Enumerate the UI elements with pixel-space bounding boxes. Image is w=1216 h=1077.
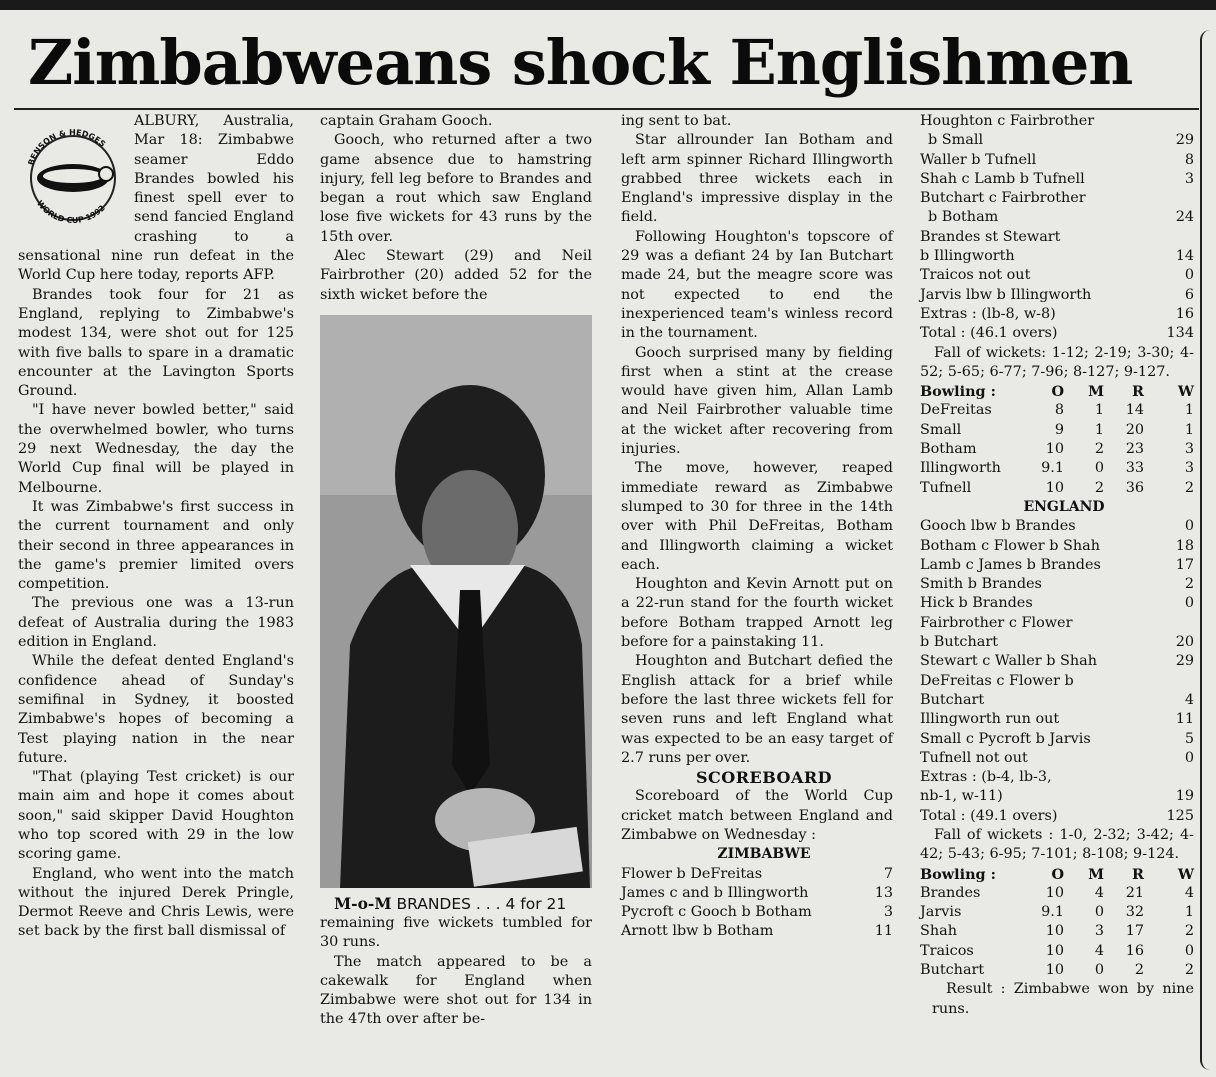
caption-text: BRANDES . . . 4 for 21 [391,894,567,913]
batting-row: b Small 29 [928,132,1194,149]
paragraph: "I have never bowled better," said the overwhelmed bowler, who turns 29 next Wednesday, the day the World Cup final will be played in Melbourne. [18,402,294,496]
logo-text-top: BENSON & HEDGES [26,127,108,167]
total-row: Total : (49.1 overs) 125 [920,807,1194,824]
paragraph: Brandes took four for 21 as England, replying to Zimbabwe's modest 134, were shot out for 125 with five balls to spare in a dramatic encounter at the Lavington Sports Ground. [18,286,294,400]
bowling-row: Traicos 10 4 16 0 [920,942,1194,959]
paragraph: Gooch, who returned after a two game absence due to hamstring injury, fell leg before to Brandes and began a rout which saw England lose five wickets for 43 runs by the 15th over. [320,132,592,245]
scoreboard-column [920,112,1194,1019]
fall-of-wickets: Fall of wickets: 1-12; 2-19; 3-30; 4-52; 5-65; 6-77; 7-96; 8-127; 9-127. [920,344,1194,380]
photo-image [320,315,592,888]
team-label-zimbabwe: ZIMBABWE [717,846,811,863]
svg-text:WORLD CUP 1992 [35,199,107,225]
brandes-photo [320,315,592,888]
photo-caption [320,894,592,914]
bowling-header: Bowling : O M R W [920,383,1194,401]
paragraph: While the defeat dented England's confidence ahead of Sunday's semifinal in Sydney, it boosted Zimbabwe's hopes of becoming a Test playing nation in the near future. [18,653,294,766]
paragraph: England, who went into the match without the injured Derek Pringle, Dermot Reeve and Chris Lewis, were set back by the first ball dismissal of [18,865,294,940]
scoreboard-intro: Scoreboard of the World Cup cricket match between England and Zimbabwe on Wednesday : [621,788,893,843]
batting-row: Butchart c Fairbrother [920,190,1086,207]
batting-row: Arnott lbw b Botham 11 [621,923,893,940]
top-border [0,0,1216,10]
bowling-header: Bowling : O M R W [920,865,1194,883]
batting-row: Small c Pycroft b Jarvis 5 [920,730,1194,747]
article-column-3 [621,112,893,942]
batting-row: Stewart c Waller b Shah 29 [920,653,1194,670]
batting-row: Waller b Tufnell 8 [920,151,1194,168]
batting-row: James c and b Illingworth 13 [621,884,893,901]
batting-row: Jarvis lbw b Illingworth 6 [920,286,1194,303]
article-column-1 [18,112,294,942]
paragraph: ALBURY, Australia, Mar 18: Zimbabwe seamer Eddo Brandes bowled his finest spell ever to send fancied England crashing to a sensational nine run defeat in the World Cup here today, reports AFP. [18,113,294,284]
batting-row: Hick b Brandes 0 [920,595,1194,612]
world-cup-logo-icon [18,116,128,228]
paragraph: Gooch surprised many by fielding first when a stint at the crease would have given him, Allan Lamb and Neil Fairbrother valuable time at the wicket after recovering from injuries. [621,344,893,458]
bowling-row: Shah 10 3 17 2 [920,923,1194,940]
logo-text-bottom: WORLD CUP 1992 [34,198,107,226]
paragraph: Houghton and Butchart defied the English attack for a brief while before the last three wickets fell for seven runs and left England what was expected to be an easy target of 2.7 runs per over. [621,653,893,766]
paragraph: Following Houghton's topscore of 29 was a defiant 24 by Ian Butchart made 24, but the meagre score was not expected to end the inexperienced team's winless record in the tournament. [621,228,893,342]
extras-row: nb-1, w-11) 19 [920,788,1194,805]
batting-row: Flower b DeFreitas 7 [621,865,893,882]
bowling-row: Butchart 10 0 2 2 [920,962,1194,979]
batting-row: Illingworth run out 11 [920,711,1194,728]
scoreboard-title: SCOREBOARD [695,768,833,788]
bowling-row: DeFreitas 8 1 14 1 [920,402,1194,419]
paragraph: remaining five wickets tumbled for 30 runs. [320,914,592,951]
batting-row: Gooch lbw b Brandes 0 [920,518,1194,535]
fall-of-wickets: Fall of wickets : 1-0, 2-32; 3-42; 4-42; 5-43; 6-95; 7-101; 8-108; 9-124. [920,826,1194,863]
paragraph: ing sent to bat. [621,113,732,129]
batting-row: b Botham 24 [928,209,1194,226]
batting-row: Tufnell not out 0 [920,749,1194,766]
batting-row: Traicos not out 0 [920,267,1194,284]
paragraph: "That (playing Test cricket) is our main aim and hope it comes about soon," said skipper David Houghton who top scored with 29 in the low scoring game. [18,769,294,863]
total-row: Total : (46.1 overs) 134 [920,325,1194,342]
headline-rule [14,108,1199,110]
bowling-row: Small 9 1 20 1 [920,421,1194,438]
batting-row: Fairbrother c Flower [920,614,1073,631]
caption-bold: M-o-M [334,893,392,913]
batting-row: b Illingworth 14 [920,248,1194,265]
batting-row: Houghton c Fairbrother [920,113,1095,129]
batting-row: Pycroft c Gooch b Botham 3 [621,904,893,921]
paragraph: It was Zimbabwe's first success in the current tournament and only their second in three appearances in the game's premier limited overs competition. [18,498,294,593]
extras-row: Extras : (b-4, lb-3, [920,769,1052,786]
batting-row: Smith b Brandes 2 [920,576,1194,593]
paragraph: The move, however, reaped immediate reward as Zimbabwe slumped to 30 for three in the 14th over with Phil DeFreitas, Botham and Illingworth claiming a wicket each. [621,460,893,573]
paragraph: The previous one was a 13-run defeat of Australia during the 1983 edition in England. [18,595,294,651]
svg-text:BENSON & HEDGES [27,128,108,166]
match-result: Result : Zimbabwe won by nine runs. [932,981,1194,1017]
batting-row: Butchart 4 [920,691,1194,708]
team-label-england: ENGLAND [1023,498,1105,515]
paragraph: Star allrounder Ian Botham and left arm spinner Richard Illingworth grabbed three wickets each in England's impressive display in the field. [621,132,893,226]
batting-row: b Butchart 20 [920,634,1194,651]
paragraph: The match appeared to be a cakewalk for England when Zimbabwe were shot out for 134 in the 47th over after be- [320,953,592,1028]
batting-row: Botham c Flower b Shah 18 [920,537,1194,554]
paragraph: captain Graham Gooch. [320,113,493,129]
bowling-row: Brandes 10 4 21 4 [920,884,1194,901]
bowling-row: Illingworth 9.1 0 33 3 [920,460,1194,477]
batting-row: Lamb c James b Brandes 17 [920,556,1194,573]
paragraph: Houghton and Kevin Arnott put on a 22-run stand for the fourth wicket before Botham trapped Arnott leg before for a painstaking 11. [621,576,893,651]
bowling-row: Botham 10 2 23 3 [920,441,1194,458]
extras-row: Extras : (lb-8, w-8) 16 [920,305,1194,322]
adjacent-frame-edge [1200,30,1216,1070]
paragraph: Alec Stewart (29) and Neil Fairbrother (20) added 52 for the sixth wicket before the [320,248,592,303]
bowling-row: Jarvis 9.1 0 32 1 [920,904,1194,921]
batting-row: Shah c Lamb b Tufnell 3 [920,170,1194,187]
batting-row: Brandes st Stewart [920,228,1061,245]
headline: Zimbabweans shock Englishmen [28,26,1133,99]
batting-row: DeFreitas c Flower b [920,672,1074,689]
article-column-2 [320,112,592,1030]
bowling-row: Tufnell 10 2 36 2 [920,479,1194,496]
